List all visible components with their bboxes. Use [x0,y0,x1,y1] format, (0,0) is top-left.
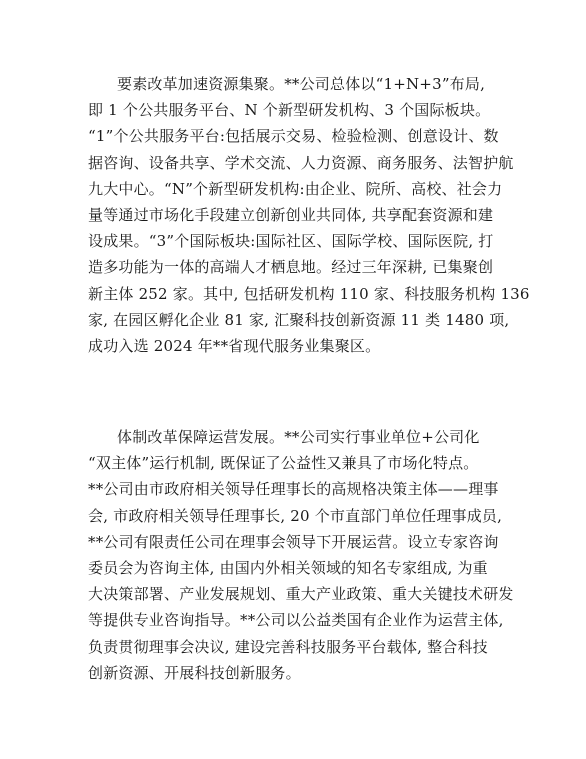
paragraph-institutional-reform [88,424,514,686]
text-line: “1”个公共服务平台:包括展示交易、检验检测、创意设计、数 [88,127,499,146]
text-line: 新主体 252 家。其中, 包括研发机构 110 家、科技服务机构 136 [88,284,530,303]
text-line: 会, 市政府相关领导任理事长, 20 个市直部门单位任理事成员, [88,506,503,525]
text-line: 造多功能为一体的高端人才栖息地。经过三年深耕, 已集聚创 [88,258,494,277]
text-line: 据咨询、设备共享、学术交流、人力资源、商务服务、法智护航 [88,153,514,172]
text-line: 要素改革加速资源集聚。**公司总体以“1+N+3”布局, [117,75,486,93]
text-line: 家, 在园区孵化企业 81 家, 汇聚科技创新资源 11 类 1480 项, [88,310,510,329]
paragraph-resource-agglomeration [88,71,530,359]
text-line: 成功入选 2024 年**省现代服务业集聚区。 [88,337,381,356]
text-line: 设成果。“3”个国际板块:国际社区、国际学校、国际医院, 打 [88,232,494,251]
text-line: 创新资源、开展科技创新服务。 [88,663,301,682]
text-line: 大决策部署、产业发展规划、重大产业政策、重大关键技术研发 [88,585,514,604]
text-line: 体制改革保障运营发展。**公司实行事业单位+公司化 [117,428,480,446]
text-line: 负责贯彻理事会决议, 建设完善科技服务平台载体, 整合科技 [88,637,488,656]
text-line: 九大中心。“N”个新型研发机构:由企业、院所、高校、社会力 [88,179,503,198]
text-line: “双主体”运行机制, 既保证了公益性又兼具了市场化特点。 [88,454,479,473]
text-line: 等提供专业咨询指导。**公司以公益类国有企业作为运营主体, [88,611,504,630]
text-line: 即 1 个公共服务平台、N 个新型研发机构、3 个国际板块。 [88,101,491,120]
text-line: **公司由市政府相关领导任理事长的高规格决策主体——理事 [88,480,499,499]
text-line: 量等通过市场化手段建立创新创业共同体, 共享配套资源和建 [88,206,494,225]
text-line: 委员会为咨询主体, 由国内外相关领域的知名专家组成, 为重 [88,559,488,578]
text-line: **公司有限责任公司在理事会领导下开展运营。设立专家咨询 [88,532,499,551]
